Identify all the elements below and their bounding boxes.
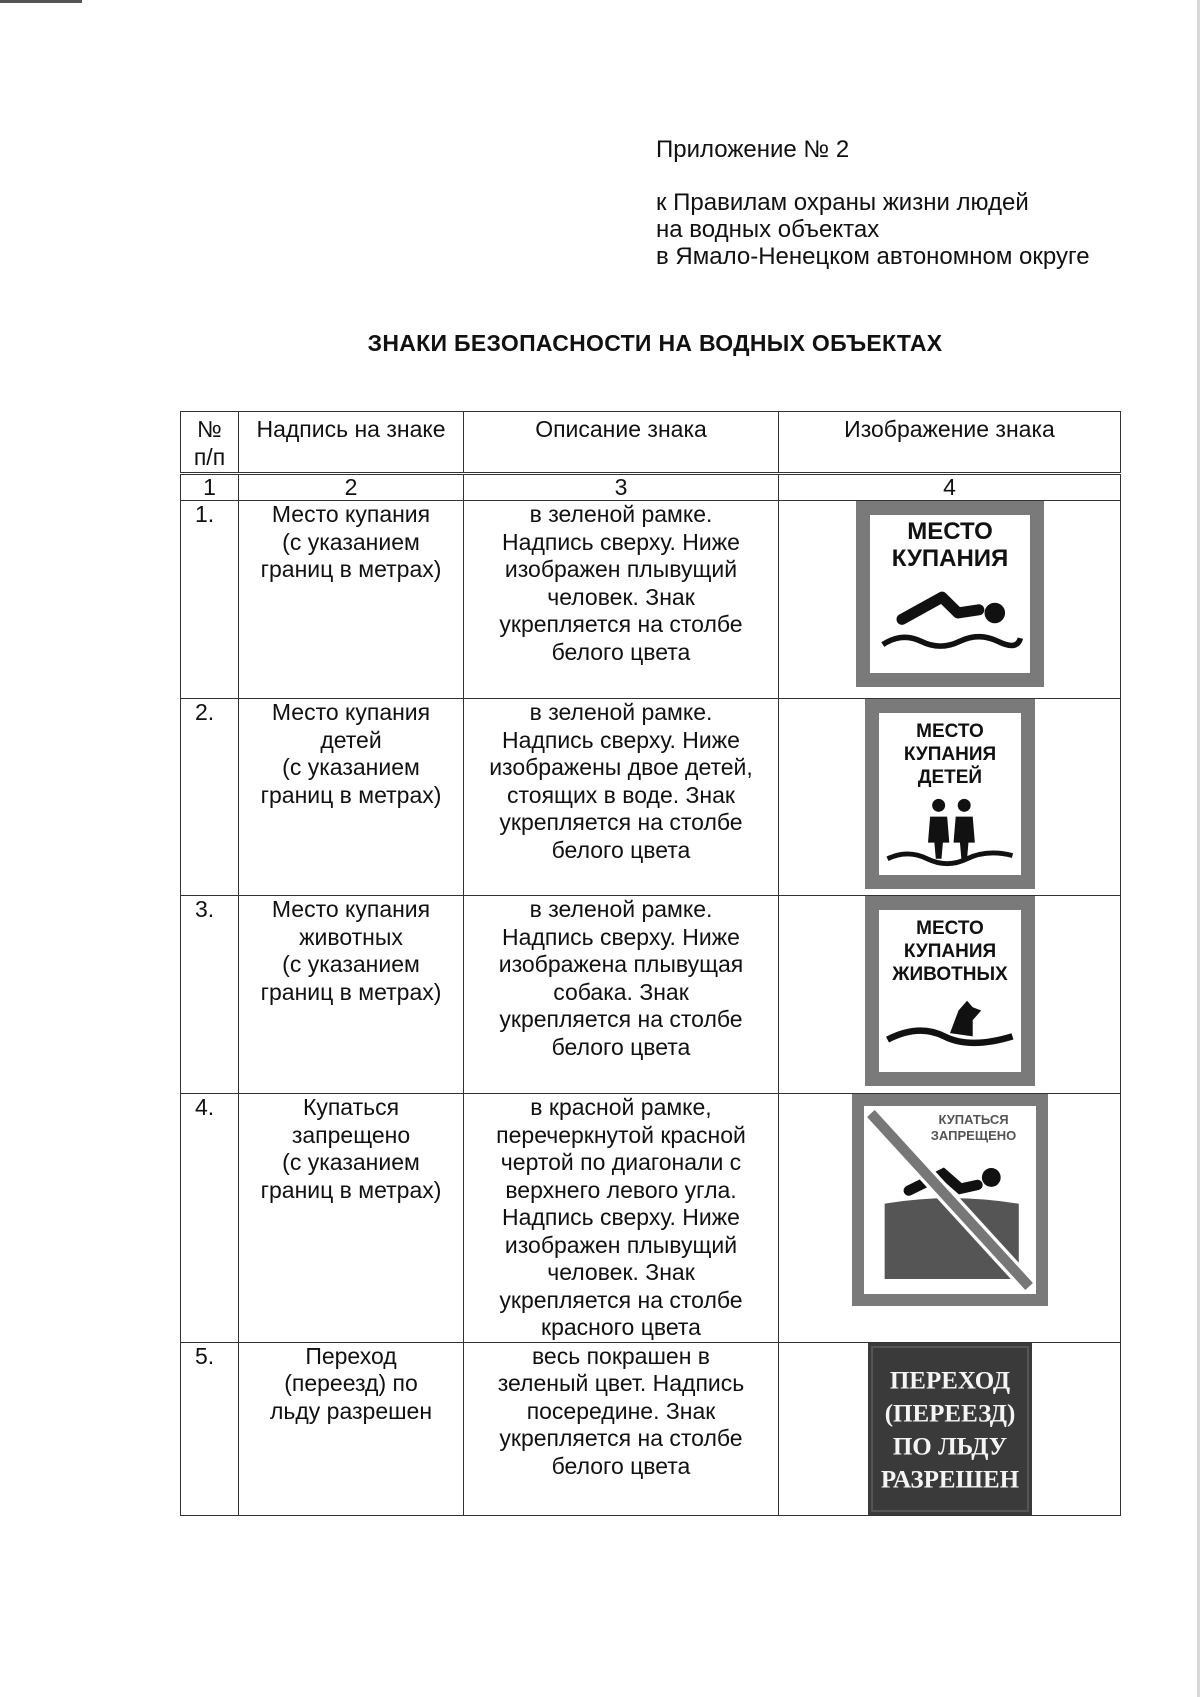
sign-description-line: белого цвета [551,1033,691,1060]
sign-description-line: Надпись сверху. Ниже [502,923,740,950]
sign-label-line: (с указанием [282,1149,420,1175]
sign-image-cell [779,699,1121,896]
sign-label-line: Переход [305,1342,397,1369]
column-number: 4 [779,474,1121,501]
sign-swimmer [856,501,1044,687]
header-number: № п/п [181,412,239,474]
row-number: 4. [181,1094,239,1343]
sign-description-line: укрепляется на столбе [499,1425,743,1451]
row-number: 3. [181,896,239,1094]
header-label: Надпись на знаке [239,412,464,474]
sign-label-line: Место купания [271,896,431,922]
appendix-line: к Правилам охраны жизни людей [656,189,1029,216]
sign-description-cell [464,1094,779,1343]
sign-dog [865,896,1035,1086]
sign-text-line: (ПЕРЕЕЗД) [884,1400,1015,1427]
sign-description-line: Надпись сверху. Ниже [502,1204,740,1230]
sign-label-line: (с указанием [282,528,420,555]
sign-no-swimming [852,1094,1048,1306]
sign-label-cell [239,1094,464,1343]
sign-description-line: укрепляется на столбе [499,611,743,637]
sign-description-line: человек. Знак [547,583,695,610]
sign-image-cell [779,1342,1121,1515]
sign-description-cell [464,896,779,1094]
sign-description-line: чертой по диагонали с [500,1149,742,1175]
sign-image [779,501,1120,687]
sign-description-line: укрепляется на столбе [499,1006,743,1032]
column-number: 3 [464,474,779,501]
sign-description-line: верхнего левого угла. [505,1176,737,1203]
sign-label-cell [239,1342,464,1515]
sign-label-line: запрещено [291,1121,411,1148]
sign-description-line: укрепляется на столбе [499,809,743,835]
sign-label-cell [239,699,464,896]
header-row [181,412,1121,474]
sign-text-line: МЕСТО [915,721,984,742]
appendix-line: в Ямало-Ненецком автономном округе [656,243,1090,270]
sign-label-line: Место купания [271,501,431,527]
sign-description-line: белого цвета [551,1452,691,1479]
row-number: 2. [181,699,239,896]
sign-label-line: (переезд) по [284,1370,418,1396]
sign-description-line: изображена плывущая [498,951,744,977]
sign-description-line: в зеленой рамке. [529,501,713,527]
table-row [181,699,1121,896]
sign-description-line: человек. Знак [547,1259,695,1285]
appendix-number: Приложение № 2 [656,136,850,163]
sign-label-line: (с указанием [282,754,420,780]
sign-description-line: собака. Знак [553,978,689,1005]
sign-description-line: зеленый цвет. Надпись [497,1370,745,1396]
sign-label-line: льду разрешен [269,1397,433,1424]
sign-description-line: Надпись сверху. Ниже [502,726,740,753]
document-title: ЗНАКИ БЕЗОПАСНОСТИ НА ВОДНЫХ ОБЪЕКТАХ [367,330,943,356]
sign-text-line: КУПАНИЯ [903,744,996,765]
sign-description-line: в красной рамке, [530,1094,712,1120]
column-number: 1 [181,474,239,501]
sign-label-line: животных [299,923,403,950]
sign-description-line: в зеленой рамке. [529,896,713,922]
sign-text-line: КУПАТЬСЯ [937,1112,1009,1127]
row-number: 5. [181,1342,239,1515]
sign-description-line: изображены двое детей, [489,754,753,780]
sign-ice-crossing [868,1343,1032,1515]
sign-image [779,1343,1120,1515]
sign-text-line: ПЕРЕХОД [889,1367,1010,1394]
table-row [181,501,1121,699]
scan-corner-mark [0,0,82,3]
appendix-block [656,136,1176,270]
signs-table [180,411,1121,1516]
table-row [181,896,1121,1094]
sign-text-line: КУПАНИЯ [903,941,996,962]
table-row [181,1094,1121,1343]
header-description: Описание знака [464,412,779,474]
sign-text-line: ПО ЛЬДУ [892,1433,1007,1460]
sign-image-cell [779,501,1121,699]
sign-description-line: белого цвета [551,836,691,863]
sign-label-line: Купаться [302,1094,400,1120]
sign-text-line: МЕСТО [906,518,993,545]
sign-label-line: границ в метрах) [260,1176,442,1203]
sign-description-line: в зеленой рамке. [529,699,713,725]
sign-description-line: весь покрашен в [531,1342,711,1369]
sign-description-line: укрепляется на столбе [499,1286,743,1313]
column-number: 2 [239,474,464,501]
header-image: Изображение знака [779,412,1121,474]
sign-label-line: границ в метрах) [260,978,442,1005]
sign-description-line: белого цвета [551,638,691,665]
sign-text-line: ДЕТЕЙ [917,767,982,788]
sign-label-line: границ в метрах) [260,556,442,582]
sign-text-line: КУПАНИЯ [891,545,1008,572]
sign-description-cell [464,699,779,896]
sign-children [865,699,1035,889]
sign-description-line: посередине. Знак [526,1397,716,1424]
sign-label-line: (с указанием [282,951,420,977]
sign-label-line: детей [320,726,382,753]
sign-description-line: красного цвета [541,1314,701,1340]
sign-text-line: МЕСТО [915,918,984,939]
sign-label-line: границ в метрах) [260,781,442,808]
sign-image [779,1094,1120,1306]
sign-image [779,896,1120,1086]
sign-image [779,699,1120,889]
sign-description-cell [464,1342,779,1515]
sign-text-line: РАЗРЕШЕН [880,1466,1019,1493]
sign-label-cell [239,896,464,1094]
table-row [181,1342,1121,1515]
sign-description-line: изображен плывущий [504,1231,738,1258]
sign-description-line: Надпись сверху. Ниже [502,528,740,555]
sign-description-cell [464,501,779,699]
row-number: 1. [181,501,239,699]
sign-image-cell [779,896,1121,1094]
sign-label-cell [239,501,464,699]
sign-description-line: перечеркнутой красной [496,1121,746,1148]
sign-image-cell [779,1094,1121,1343]
column-number-row [181,474,1121,501]
sign-label-line: Место купания [271,699,431,725]
appendix-line: на водных объектах [656,216,880,243]
sign-description-line: изображен плывущий [504,556,738,582]
sign-description-line: стоящих в воде. Знак [507,781,735,808]
sign-text-line: ЖИВОТНЫХ [891,964,1008,985]
sign-text-line: ЗАПРЕЩЕНО [930,1128,1016,1143]
